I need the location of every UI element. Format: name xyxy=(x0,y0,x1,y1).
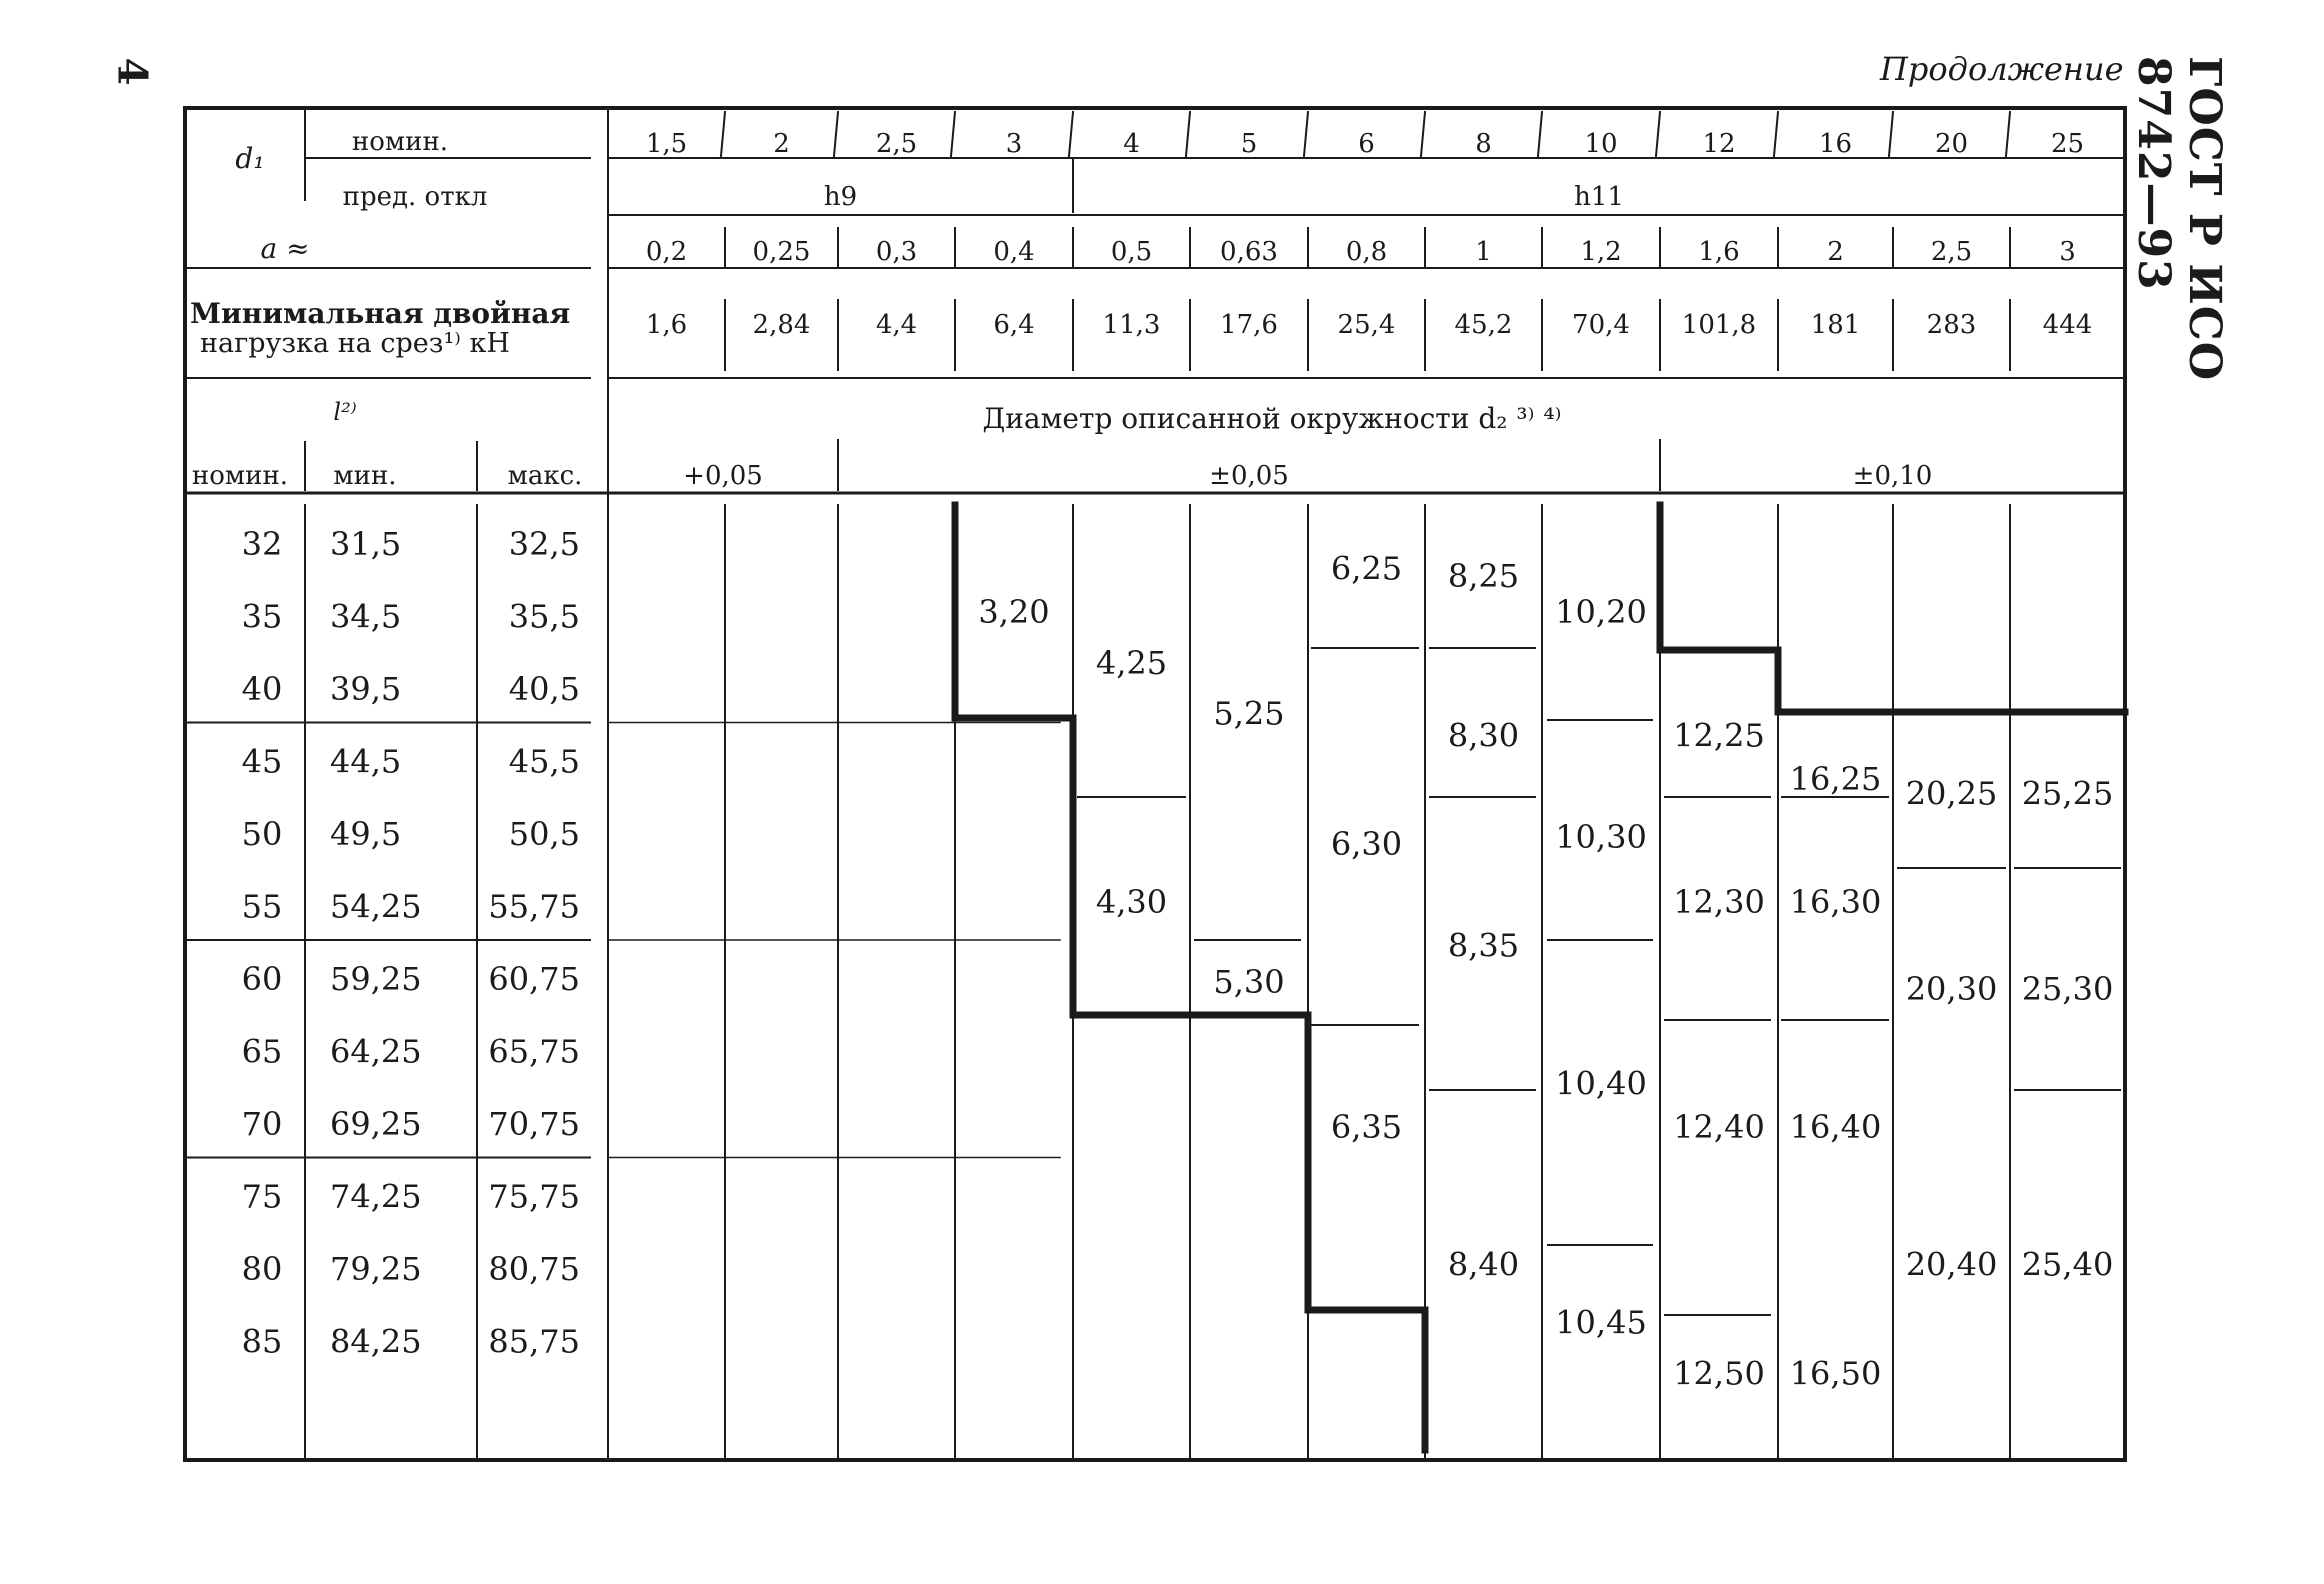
min-load-value: 70,4 xyxy=(1572,310,1630,340)
min-load-label: Минимальная двойная xyxy=(190,297,571,330)
l-max-cell: 85,75 xyxy=(488,1322,580,1361)
d1-nominal-value: 12 xyxy=(1702,129,1736,159)
l-max-cell: 60,75 xyxy=(488,960,580,998)
d2-value-cell: 16,40 xyxy=(1789,1107,1882,1146)
d2-value-cell: 8,35 xyxy=(1447,926,1520,965)
d2-value-cell: 25,30 xyxy=(2021,970,2114,1008)
l-nominal-cell: 85 xyxy=(241,1322,283,1361)
a-value: 2,5 xyxy=(1930,237,1973,267)
min-load-value: 444 xyxy=(2042,310,2093,340)
d2-value-cell: 12,30 xyxy=(1673,883,1765,921)
d2-value-cell: 5,25 xyxy=(1213,694,1285,733)
l-nominal-cell: 32 xyxy=(241,525,283,563)
l-max-cell: 50,5 xyxy=(508,815,580,853)
l-max-header: макс. xyxy=(507,461,583,491)
d2-value-cell: 20,40 xyxy=(1905,1245,1998,1284)
d1-column-tick xyxy=(1774,112,1778,156)
l-min-header: мин. xyxy=(333,461,397,491)
l-nominal-cell: 60 xyxy=(241,960,283,998)
d2-value-cell: 12,25 xyxy=(1673,716,1765,755)
tolerance-h9: h9 xyxy=(823,182,858,212)
d1-column-tick xyxy=(1069,112,1073,156)
l-nominal-cell: 40 xyxy=(241,670,283,708)
min-load-value: 11,3 xyxy=(1102,310,1161,340)
l-min-cell: 44,5 xyxy=(330,742,402,781)
a-value: 2 xyxy=(1827,237,1844,267)
l-label: l²⁾ xyxy=(333,398,357,426)
d1-column-tick xyxy=(1304,112,1308,156)
l-min-cell: 64,25 xyxy=(330,1032,422,1071)
d2-tolerance-3: ±0,10 xyxy=(1852,461,1933,491)
l-min-cell: 69,25 xyxy=(330,1105,422,1143)
d1-tolerance-label: пред. откл xyxy=(342,182,488,212)
l-max-cell: 35,5 xyxy=(508,597,580,636)
min-load-value: 283 xyxy=(1926,310,1977,340)
d1-column-tick xyxy=(834,112,838,156)
l-nominal-header: номин. xyxy=(191,461,289,491)
a-value: 1 xyxy=(1475,237,1492,267)
d2-value-cell: 5,30 xyxy=(1213,962,1285,1001)
d2-tolerance-2: ±0,05 xyxy=(1209,461,1289,491)
l-nominal-cell: 35 xyxy=(241,597,283,636)
d2-value-cell: 16,25 xyxy=(1789,759,1882,798)
d1-nominal-value: 6 xyxy=(1358,129,1375,159)
l-max-cell: 40,5 xyxy=(508,670,580,708)
l-max-cell: 65,75 xyxy=(488,1032,580,1071)
a-value: 1,6 xyxy=(1698,237,1740,267)
min-load-value: 2,84 xyxy=(752,310,811,340)
d2-tolerance-1: +0,05 xyxy=(683,461,763,491)
d2-value-cell: 16,50 xyxy=(1789,1354,1882,1393)
d1-column-tick xyxy=(1538,112,1542,156)
l-max-cell: 45,5 xyxy=(508,742,580,781)
d1-nominal-value: 1,5 xyxy=(645,129,688,159)
d2-value-cell: 25,40 xyxy=(2021,1245,2114,1284)
d2-value-cell: 10,20 xyxy=(1555,593,1647,631)
d2-value-cell: 10,30 xyxy=(1555,817,1647,856)
min-load-value: 1,6 xyxy=(645,310,688,340)
d2-value-cell: 6,35 xyxy=(1330,1107,1403,1146)
min-load-value: 6,4 xyxy=(993,310,1035,340)
min-load-value: 101,8 xyxy=(1681,310,1757,340)
standard-code: ГОСТ Р ИСО 8742—93 xyxy=(2128,56,2230,382)
d2-value-cell: 10,40 xyxy=(1555,1064,1647,1103)
l-max-cell: 70,75 xyxy=(488,1105,580,1143)
l-max-cell: 55,75 xyxy=(488,887,580,926)
l-max-cell: 75,75 xyxy=(488,1177,580,1216)
d1-column-tick xyxy=(2006,112,2010,156)
min-load-value: 17,6 xyxy=(1220,310,1278,340)
d1-nominal-value: 8 xyxy=(1475,129,1492,159)
d1-nominal-value: 16 xyxy=(1818,129,1853,159)
d1-nominal-label: номин. xyxy=(351,127,449,157)
d2-value-cell: 10,45 xyxy=(1555,1303,1647,1342)
l-min-cell: 74,25 xyxy=(330,1177,422,1216)
l-min-cell: 79,25 xyxy=(330,1250,422,1288)
min-load-value: 45,2 xyxy=(1454,310,1513,340)
min-load-value: 181 xyxy=(1810,310,1861,340)
l-min-cell: 84,25 xyxy=(330,1322,422,1361)
a-value: 0,5 xyxy=(1110,237,1153,267)
page-number: 4 xyxy=(108,57,156,86)
d2-value-cell: 4,25 xyxy=(1095,643,1168,682)
l-nominal-cell: 55 xyxy=(241,887,283,926)
l-min-cell: 49,5 xyxy=(330,815,402,853)
a-value: 1,2 xyxy=(1580,237,1622,267)
d1-label: d₁ xyxy=(235,142,265,175)
d2-value-cell: 16,30 xyxy=(1789,883,1882,921)
d1-nominal-value: 2,5 xyxy=(875,129,918,159)
a-value: 0,8 xyxy=(1345,237,1388,267)
l-nominal-cell: 70 xyxy=(241,1105,283,1143)
d1-nominal-value: 20 xyxy=(1934,129,1969,159)
min-load-value: 4,4 xyxy=(875,310,918,340)
d1-nominal-value: 3 xyxy=(1005,129,1023,159)
d1-column-tick xyxy=(1421,112,1425,156)
l-nominal-cell: 45 xyxy=(241,742,283,781)
min-load-value: 25,4 xyxy=(1337,310,1396,340)
d2-value-cell: 8,25 xyxy=(1447,556,1520,595)
a-value: 0,4 xyxy=(993,237,1035,267)
d1-nominal-value: 10 xyxy=(1584,129,1618,159)
d2-value-cell: 3,20 xyxy=(978,593,1050,631)
d1-column-tick xyxy=(721,112,725,156)
l-min-cell: 39,5 xyxy=(330,670,402,708)
d2-value-cell: 12,50 xyxy=(1673,1354,1765,1393)
d2-value-cell: 20,30 xyxy=(1905,970,1998,1008)
d1-nominal-value: 4 xyxy=(1123,129,1140,159)
d1-nominal-value: 5 xyxy=(1240,129,1258,159)
l-min-cell: 31,5 xyxy=(330,525,402,563)
continuation-label: Продолжение xyxy=(1880,50,2124,88)
d1-column-tick xyxy=(1656,112,1660,156)
l-nominal-cell: 75 xyxy=(241,1177,283,1216)
tolerance-h11: h11 xyxy=(1574,182,1624,212)
d2-value-cell: 20,25 xyxy=(1905,774,1998,813)
d2-value-cell: 12,40 xyxy=(1673,1107,1765,1146)
a-value: 0,25 xyxy=(752,237,811,267)
l-nominal-cell: 50 xyxy=(241,815,283,853)
d1-nominal-value: 25 xyxy=(2050,129,2085,159)
a-label: a ≈ xyxy=(260,232,310,265)
min-load-label: нагрузка на срез¹⁾ кН xyxy=(200,328,510,359)
d2-value-cell: 25,25 xyxy=(2021,774,2114,813)
l-nominal-cell: 65 xyxy=(241,1032,283,1071)
d1-nominal-value: 2 xyxy=(773,129,790,159)
d2-value-cell: 4,30 xyxy=(1095,883,1168,921)
d2-value-cell: 6,25 xyxy=(1330,549,1403,588)
l-min-cell: 54,25 xyxy=(330,887,422,926)
a-value: 0,3 xyxy=(875,237,918,267)
a-value: 0,63 xyxy=(1220,237,1278,267)
l-max-cell: 80,75 xyxy=(488,1250,580,1288)
l-min-cell: 59,25 xyxy=(330,960,422,998)
d2-value-cell: 6,30 xyxy=(1330,825,1403,863)
d1-column-tick xyxy=(1889,112,1893,156)
a-value: 3 xyxy=(2059,237,2076,267)
d1-column-tick xyxy=(951,112,955,156)
l-nominal-cell: 80 xyxy=(241,1250,283,1288)
a-value: 0,2 xyxy=(645,237,688,267)
d1-column-tick xyxy=(1186,112,1190,156)
d2-value-cell: 8,40 xyxy=(1447,1245,1520,1284)
l-max-cell: 32,5 xyxy=(508,525,580,563)
d2-value-cell: 8,30 xyxy=(1447,716,1520,755)
d2-label: Диаметр описанной окружности d₂ ³⁾ ⁴⁾ xyxy=(982,402,1562,435)
l-min-cell: 34,5 xyxy=(330,597,402,636)
